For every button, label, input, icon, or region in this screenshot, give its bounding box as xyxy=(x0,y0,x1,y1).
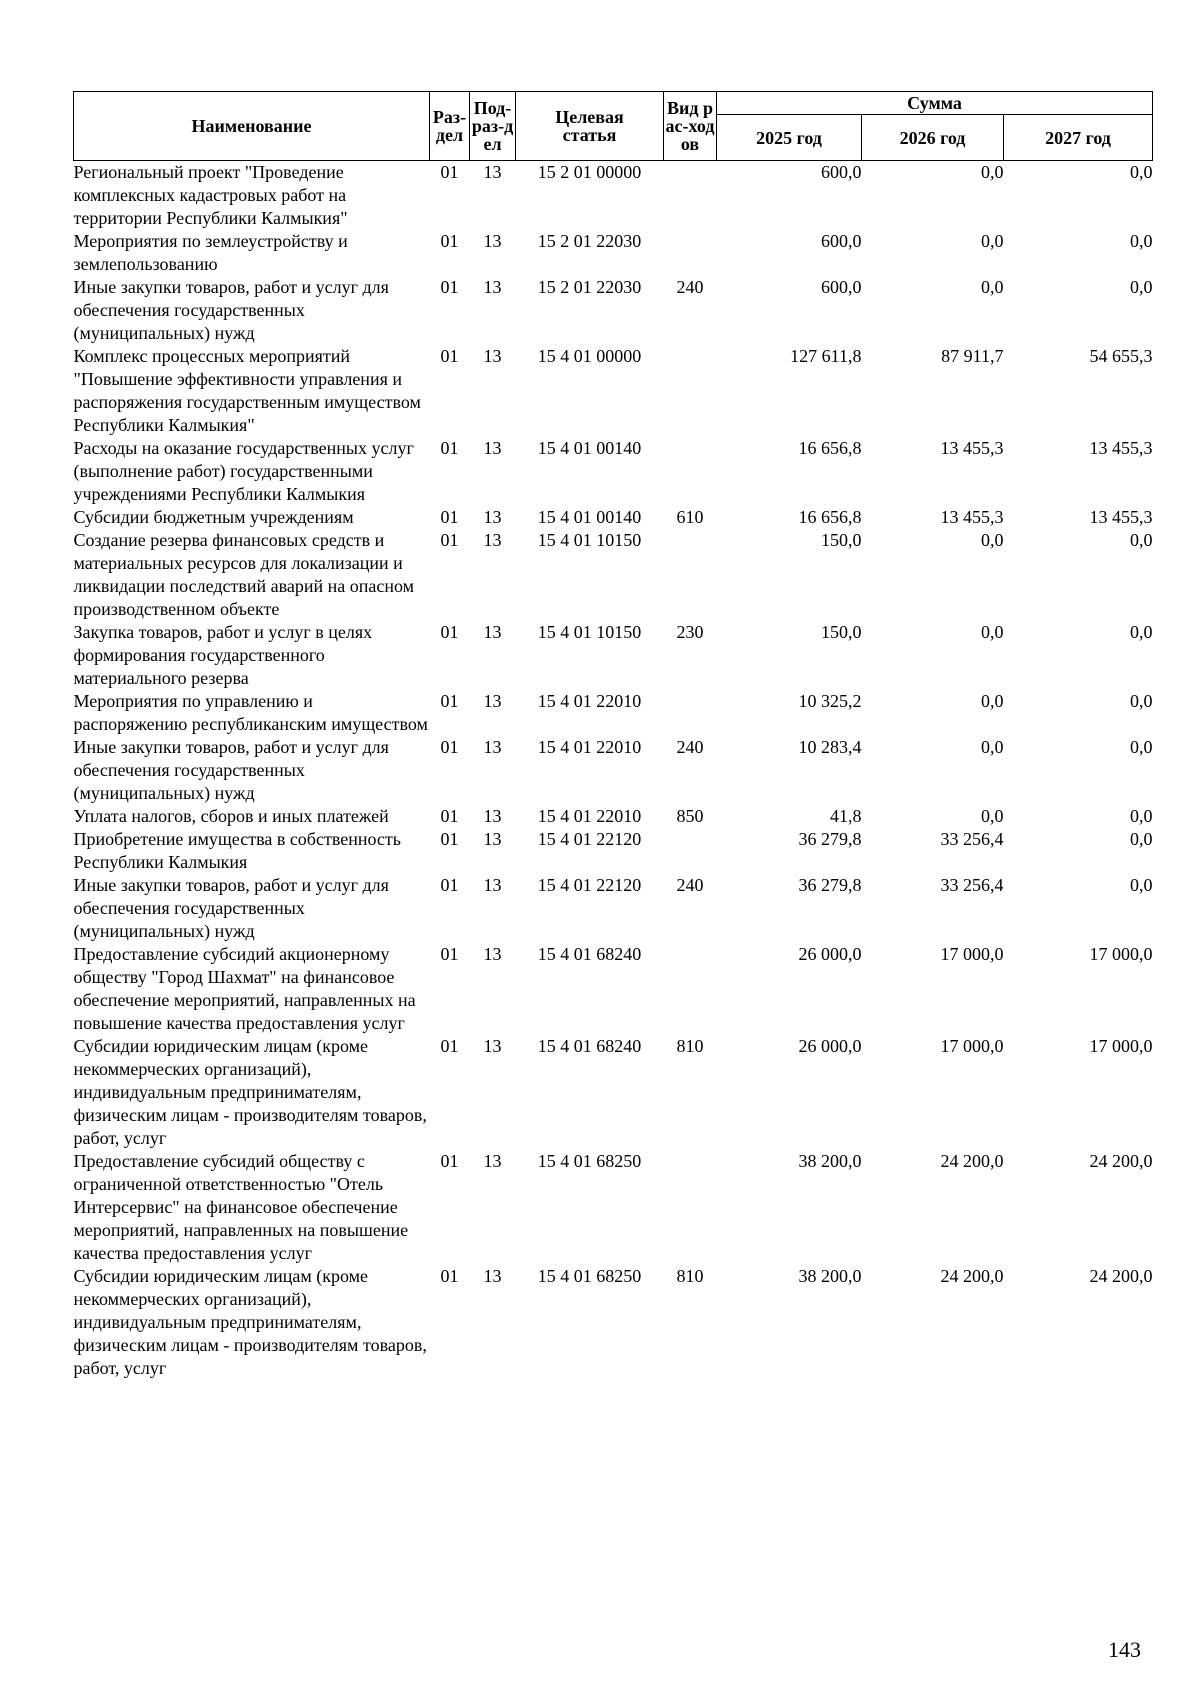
row-subsection: 13 xyxy=(483,1036,502,1056)
row-section: 01 xyxy=(440,1036,459,1056)
row-article: 15 4 01 00140 xyxy=(537,507,642,527)
row-article: 15 2 01 22030 xyxy=(537,277,642,297)
row-article: 15 4 01 22010 xyxy=(537,806,642,826)
header-sum: Сумма xyxy=(717,92,1153,115)
row-section: 01 xyxy=(440,530,459,550)
row-article: 15 2 01 22030 xyxy=(537,231,642,251)
table-row xyxy=(74,230,1153,276)
row-sum-2026: 17 000,0 xyxy=(940,1036,1004,1056)
row-sum-2025: 127 611,8 xyxy=(790,346,862,366)
header-year-2027: 2027 год xyxy=(1004,115,1153,161)
row-subsection: 13 xyxy=(483,622,502,642)
table-header xyxy=(74,92,1153,161)
row-section: 01 xyxy=(440,1266,459,1286)
row-sum-2025: 36 279,8 xyxy=(798,875,862,895)
row-sum-2027: 17 000,0 xyxy=(1089,1036,1153,1056)
row-article: 15 4 01 68250 xyxy=(537,1151,642,1171)
table-row xyxy=(74,161,1153,231)
row-article: 15 4 01 68240 xyxy=(537,1036,642,1056)
header-section: Раз-дел xyxy=(430,92,470,161)
row-sum-2025: 26 000,0 xyxy=(798,944,862,964)
header-year-2026: 2026 год xyxy=(862,115,1004,161)
row-section: 01 xyxy=(440,806,459,826)
row-sum-2027: 0,0 xyxy=(1130,231,1153,251)
row-article: 15 4 01 10150 xyxy=(537,622,642,642)
row-sum-2026: 0,0 xyxy=(981,162,1004,182)
table-row xyxy=(74,690,1153,736)
row-article: 15 4 01 68250 xyxy=(537,1266,642,1286)
row-expense-type: 230 xyxy=(676,622,704,642)
row-sum-2025: 26 000,0 xyxy=(798,1036,862,1056)
row-sum-2025: 600,0 xyxy=(821,162,862,182)
row-sum-2026: 0,0 xyxy=(981,691,1004,711)
row-sum-2026: 0,0 xyxy=(981,530,1004,550)
row-article: 15 4 01 22120 xyxy=(537,875,642,895)
row-name: Расходы на оказание государственных услуг (выполнение работ) государственными учреждениями Республики Калмыкия xyxy=(73,438,414,504)
row-sum-2025: 150,0 xyxy=(821,622,862,642)
row-sum-2027: 24 200,0 xyxy=(1089,1151,1153,1171)
row-section: 01 xyxy=(440,346,459,366)
row-sum-2027: 0,0 xyxy=(1130,691,1153,711)
row-sum-2027: 13 455,3 xyxy=(1089,438,1153,458)
row-sum-2025: 16 656,8 xyxy=(798,438,862,458)
row-name: Мероприятия по управлению и распоряжению республиканским имуществом xyxy=(73,691,428,734)
table-body xyxy=(74,161,1153,1381)
header-subsection: Под-раз-дел xyxy=(470,92,516,161)
row-sum-2027: 17 000,0 xyxy=(1089,944,1153,964)
row-section: 01 xyxy=(440,277,459,297)
row-expense-type xyxy=(664,529,717,621)
row-sum-2027: 0,0 xyxy=(1130,162,1153,182)
row-article: 15 4 01 22120 xyxy=(537,829,642,849)
row-subsection: 13 xyxy=(483,737,502,757)
row-sum-2025: 38 200,0 xyxy=(798,1151,862,1171)
row-expense-type: 850 xyxy=(676,806,704,826)
table-row xyxy=(74,828,1153,874)
table-row xyxy=(74,529,1153,621)
row-article: 15 4 01 22010 xyxy=(537,691,642,711)
row-sum-2025: 10 283,4 xyxy=(798,737,862,757)
row-name: Уплата налогов, сборов и иных платежей xyxy=(73,806,389,826)
table-row xyxy=(74,1265,1153,1380)
table-row xyxy=(74,506,1153,529)
row-expense-type: 240 xyxy=(676,875,704,895)
row-name: Предоставление субсидий акционерному обществу "Город Шахмат" на финансовое обеспечение мероприятий, направленных на повышение качества предоставления услуг xyxy=(73,944,416,1033)
row-article: 15 4 01 10150 xyxy=(537,530,642,550)
row-expense-type: 810 xyxy=(676,1036,704,1056)
table-row xyxy=(74,736,1153,805)
row-section: 01 xyxy=(440,231,459,251)
row-article: 15 4 01 00000 xyxy=(537,346,642,366)
table-row xyxy=(74,1035,1153,1150)
header-article: Целевая статья xyxy=(516,92,664,161)
row-expense-type xyxy=(664,161,717,231)
row-expense-type xyxy=(664,345,717,437)
row-subsection: 13 xyxy=(483,346,502,366)
row-name: Иные закупки товаров, работ и услуг для обеспечения государственных (муниципальных) нужд xyxy=(73,737,389,803)
row-subsection: 13 xyxy=(483,438,502,458)
row-section: 01 xyxy=(440,829,459,849)
row-name: Региональный проект "Проведение комплексных кадастровых работ на территории Республики Калмыкия" xyxy=(73,162,348,228)
row-sum-2025: 600,0 xyxy=(821,231,862,251)
row-sum-2027: 0,0 xyxy=(1130,277,1153,297)
row-section: 01 xyxy=(440,622,459,642)
row-article: 15 2 01 00000 xyxy=(537,162,642,182)
row-sum-2026: 0,0 xyxy=(981,737,1004,757)
row-sum-2027: 0,0 xyxy=(1130,530,1153,550)
row-expense-type xyxy=(664,1150,717,1265)
row-expense-type: 610 xyxy=(676,507,704,527)
row-name: Приобретение имущества в собственность Республики Калмыкия xyxy=(73,829,401,872)
row-subsection: 13 xyxy=(483,530,502,550)
row-sum-2027: 0,0 xyxy=(1130,737,1153,757)
row-sum-2027: 24 200,0 xyxy=(1089,1266,1153,1286)
row-name: Мероприятия по землеустройству и землепользованию xyxy=(73,231,348,274)
row-sum-2025: 150,0 xyxy=(821,530,862,550)
row-expense-type xyxy=(664,230,717,276)
row-sum-2026: 17 000,0 xyxy=(940,944,1004,964)
row-sum-2027: 13 455,3 xyxy=(1089,507,1153,527)
row-subsection: 13 xyxy=(483,507,502,527)
row-sum-2027: 0,0 xyxy=(1130,875,1153,895)
row-subsection: 13 xyxy=(483,1151,502,1171)
row-expense-type xyxy=(664,828,717,874)
table-row xyxy=(74,345,1153,437)
page-number: 143 xyxy=(1108,1637,1141,1662)
row-sum-2027: 0,0 xyxy=(1130,829,1153,849)
row-sum-2026: 24 200,0 xyxy=(940,1151,1004,1171)
row-sum-2027: 54 655,3 xyxy=(1089,346,1153,366)
row-sum-2026: 0,0 xyxy=(981,277,1004,297)
row-name: Субсидии юридическим лицам (кроме некоммерческих организаций), индивидуальным предпринимателям, физическим лицам - производителям товаров, работ, услуг xyxy=(73,1266,427,1378)
row-sum-2025: 41,8 xyxy=(830,806,862,826)
row-section: 01 xyxy=(440,737,459,757)
row-section: 01 xyxy=(440,875,459,895)
header-year-2025: 2025 год xyxy=(717,115,862,161)
row-article: 15 4 01 00140 xyxy=(537,438,642,458)
row-sum-2026: 33 256,4 xyxy=(940,875,1004,895)
row-sum-2027: 0,0 xyxy=(1130,806,1153,826)
row-name: Предоставление субсидий обществу с ограниченной ответственностью "Отель Интерсервис" на финансовое обеспечение мероприятий, направленных на повышение качества предоставления услуг xyxy=(73,1151,409,1263)
table-row xyxy=(74,621,1153,690)
table-row xyxy=(74,874,1153,943)
row-section: 01 xyxy=(440,1151,459,1171)
row-sum-2026: 87 911,7 xyxy=(941,346,1004,366)
row-subsection: 13 xyxy=(483,944,502,964)
table-row xyxy=(74,1150,1153,1265)
table-row xyxy=(74,805,1153,828)
budget-table xyxy=(73,91,1153,1380)
row-subsection: 13 xyxy=(483,277,502,297)
row-sum-2026: 24 200,0 xyxy=(940,1266,1004,1286)
row-name: Создание резерва финансовых средств и материальных ресурсов для локализации и ликвидации последствий аварий на опасном производственном объекте xyxy=(73,530,415,619)
row-name: Иные закупки товаров, работ и услуг для обеспечения государственных (муниципальных) нужд xyxy=(73,875,389,941)
row-sum-2025: 16 656,8 xyxy=(798,507,862,527)
row-expense-type: 240 xyxy=(676,737,704,757)
row-expense-type: 240 xyxy=(676,277,704,297)
row-section: 01 xyxy=(440,507,459,527)
row-subsection: 13 xyxy=(483,1266,502,1286)
row-section: 01 xyxy=(440,162,459,182)
row-subsection: 13 xyxy=(483,231,502,251)
row-expense-type: 810 xyxy=(676,1266,704,1286)
row-name: Закупка товаров, работ и услуг в целях формирования государственного материального резерва xyxy=(73,622,373,688)
table-row xyxy=(74,276,1153,345)
row-sum-2025: 10 325,2 xyxy=(798,691,862,711)
row-sum-2025: 36 279,8 xyxy=(798,829,862,849)
row-expense-type xyxy=(664,690,717,736)
row-sum-2027: 0,0 xyxy=(1130,622,1153,642)
row-sum-2026: 13 455,3 xyxy=(940,438,1004,458)
row-subsection: 13 xyxy=(483,162,502,182)
row-name: Комплекс процессных мероприятий "Повышение эффективности управления и распоряжения государственным имуществом Республики Калмыкия" xyxy=(73,346,421,435)
row-sum-2026: 0,0 xyxy=(981,622,1004,642)
row-article: 15 4 01 22010 xyxy=(537,737,642,757)
row-subsection: 13 xyxy=(483,875,502,895)
row-sum-2026: 33 256,4 xyxy=(940,829,1004,849)
row-sum-2026: 13 455,3 xyxy=(940,507,1004,527)
row-name: Субсидии юридическим лицам (кроме некоммерческих организаций), индивидуальным предпринимателям, физическим лицам - производителям товаров, работ, услуг xyxy=(73,1036,427,1148)
row-sum-2026: 0,0 xyxy=(981,806,1004,826)
row-article: 15 4 01 68240 xyxy=(537,944,642,964)
row-section: 01 xyxy=(440,438,459,458)
row-name: Иные закупки товаров, работ и услуг для обеспечения государственных (муниципальных) нужд xyxy=(73,277,389,343)
row-section: 01 xyxy=(440,944,459,964)
header-expense-type: Вид рас-ходов xyxy=(664,92,717,161)
row-expense-type xyxy=(664,943,717,1035)
row-sum-2025: 600,0 xyxy=(821,277,862,297)
row-expense-type xyxy=(664,437,717,506)
row-sum-2025: 38 200,0 xyxy=(798,1266,862,1286)
table-row xyxy=(74,943,1153,1035)
header-name: Наименование xyxy=(74,92,430,161)
row-name: Субсидии бюджетным учреждениям xyxy=(73,507,354,527)
row-subsection: 13 xyxy=(483,806,502,826)
row-section: 01 xyxy=(440,691,459,711)
table-row xyxy=(74,437,1153,506)
row-sum-2026: 0,0 xyxy=(981,231,1004,251)
row-subsection: 13 xyxy=(483,691,502,711)
row-subsection: 13 xyxy=(483,829,502,849)
